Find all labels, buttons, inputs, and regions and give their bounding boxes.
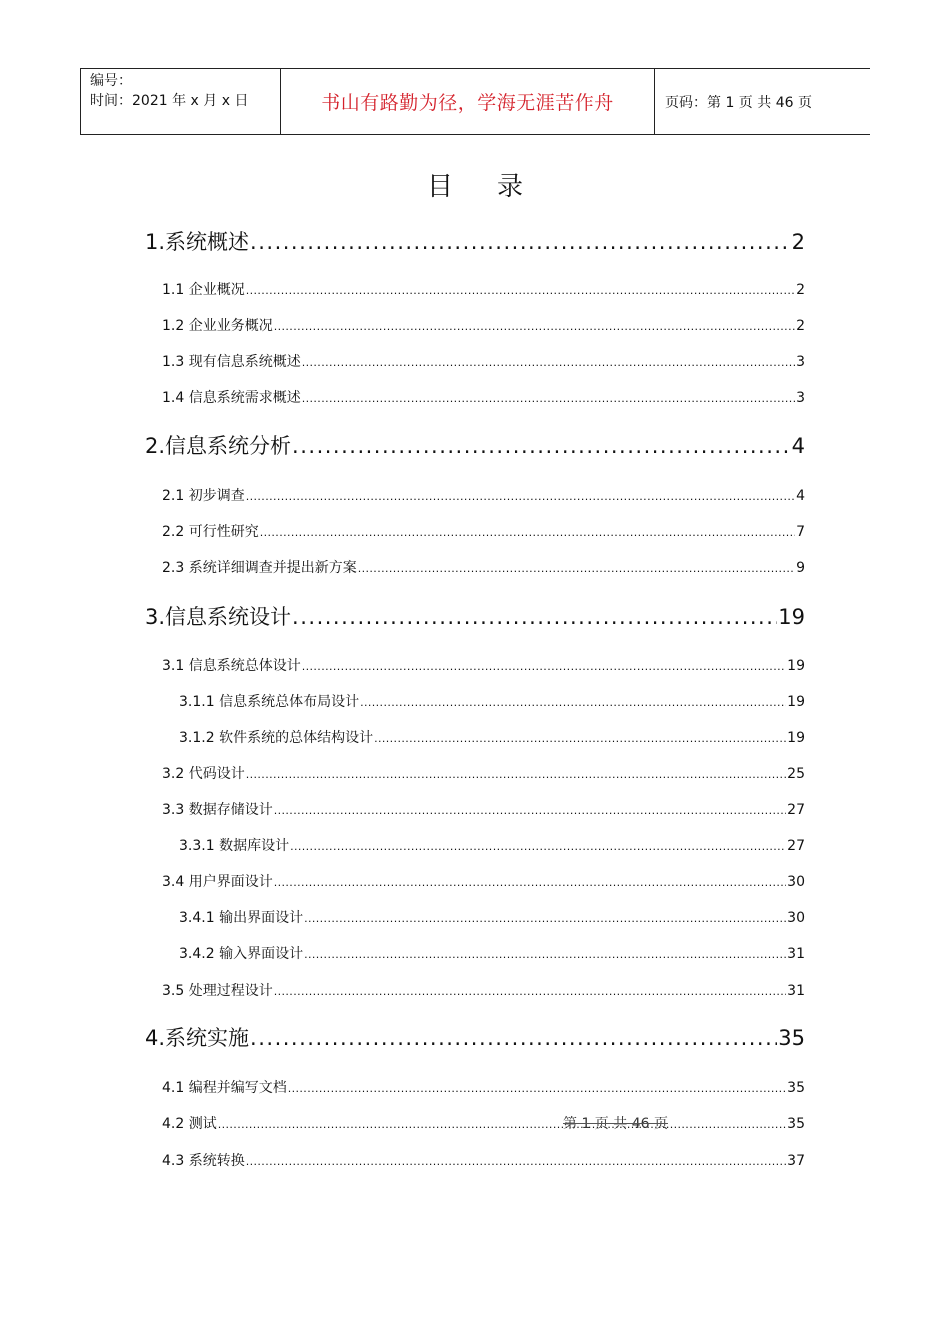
toc-entry-page: 7 (796, 524, 805, 540)
toc-leader (260, 526, 795, 539)
toc-entry-page: 3 (796, 354, 805, 370)
toc-entry-page: 30 (787, 910, 805, 926)
toc-entry-label: 4.系统实施 (145, 1026, 250, 1050)
toc-entry[interactable] (179, 691, 805, 713)
toc-entry-label: 1.1 企业概况 (162, 282, 245, 298)
toc-leader (360, 696, 786, 709)
toc-leader (250, 230, 791, 254)
toc-entry-label: 3.信息系统设计 (145, 605, 292, 629)
toc-entry-label: 3.4.2 输入界面设计 (179, 946, 304, 962)
toc-entry[interactable] (179, 835, 805, 857)
toc-entry-page: 35 (787, 1116, 805, 1132)
toc-entry-page: 19 (778, 605, 805, 629)
header-meta (81, 69, 281, 134)
toc-entry-label: 1.系统概述 (145, 230, 250, 254)
toc-entry[interactable] (162, 557, 805, 579)
toc-entry-label: 3.2 代码设计 (162, 766, 245, 782)
toc-entry[interactable] (162, 1077, 805, 1099)
toc-entry-label: 2.3 系统详细调查并提出新方案 (162, 560, 357, 576)
toc-leader (302, 392, 795, 405)
page-footer: 第 1 页 共 46 页 (563, 1116, 668, 1132)
toc-entry-page: 35 (787, 1080, 805, 1096)
header-motto: 书山有路勤为径，学海无涯苦作舟 (281, 69, 655, 134)
toc-leader (274, 985, 786, 998)
page-header (80, 68, 870, 135)
toc-entry-page: 2 (796, 282, 805, 298)
toc-entry-page: 35 (778, 1026, 805, 1050)
toc-leader (302, 356, 795, 369)
toc-entry[interactable] (162, 279, 805, 301)
toc-leader (358, 562, 795, 575)
toc-entry-label: 4.3 系统转换 (162, 1153, 245, 1169)
toc-entry-label: 4.2 测试 (162, 1116, 217, 1132)
toc-entry-label: 2.2 可行性研究 (162, 524, 259, 540)
toc-entry[interactable] (162, 521, 805, 543)
toc-entry[interactable] (145, 601, 805, 631)
toc-entry-label: 1.3 现有信息系统概述 (162, 354, 301, 370)
page-title: 目录 (426, 172, 567, 202)
toc-entry[interactable] (145, 1022, 805, 1052)
toc-entry-page: 27 (787, 838, 805, 854)
toc-entry-page: 4 (791, 434, 805, 458)
toc-entry[interactable] (162, 799, 805, 821)
toc-leader (374, 732, 786, 745)
toc-entry[interactable] (162, 763, 805, 785)
toc-entry-page: 27 (787, 802, 805, 818)
toc-entry-label: 2.信息系统分析 (145, 434, 292, 458)
toc-entry-page: 19 (787, 658, 805, 674)
toc-entry[interactable] (162, 315, 805, 337)
toc-entry-page: 9 (796, 560, 805, 576)
toc-entry[interactable] (162, 485, 805, 507)
toc-leader (292, 605, 777, 629)
toc-entry[interactable] (162, 980, 805, 1002)
toc-entry-page: 4 (796, 488, 805, 504)
document-number: 编号： (90, 73, 132, 89)
toc-entry[interactable] (162, 871, 805, 893)
toc-entry-label: 3.5 处理过程设计 (162, 983, 273, 999)
toc-entry[interactable] (162, 1113, 805, 1135)
toc-leader (246, 1155, 786, 1168)
toc-entry-label: 3.4 用户界面设计 (162, 874, 273, 890)
toc-leader (246, 490, 795, 503)
toc-entry-label: 3.3.1 数据库设计 (179, 838, 290, 854)
toc-entry[interactable] (145, 226, 805, 256)
toc-entry[interactable] (162, 387, 805, 409)
toc-entry[interactable] (162, 655, 805, 677)
toc-leader (290, 840, 786, 853)
toc-entry-page: 2 (791, 230, 805, 254)
toc-leader (302, 660, 786, 673)
toc-entry[interactable] (179, 727, 805, 749)
toc-entry-page: 19 (787, 694, 805, 710)
toc-leader (274, 876, 786, 889)
toc-leader (218, 1118, 786, 1131)
toc-entry-page: 30 (787, 874, 805, 890)
toc-entry-label: 3.1 信息系统总体设计 (162, 658, 301, 674)
toc-entry-label: 1.2 企业业务概况 (162, 318, 273, 334)
toc-entry-label: 4.1 编程并编写文档 (162, 1080, 287, 1096)
toc-entry[interactable] (179, 907, 805, 929)
toc-entry-label: 3.4.1 输出界面设计 (179, 910, 304, 926)
toc-entry-page: 31 (787, 946, 805, 962)
toc-entry[interactable] (145, 430, 805, 460)
toc-entry-page: 2 (796, 318, 805, 334)
toc-entry-label: 3.1.2 软件系统的总体结构设计 (179, 730, 374, 746)
toc-leader (250, 1026, 777, 1050)
toc-leader (292, 434, 791, 458)
toc-entry-label: 2.1 初步调查 (162, 488, 245, 504)
document-date: 时间：2021 年 x 月 x 日 (90, 93, 249, 109)
toc-leader (304, 912, 786, 925)
toc-entry-page: 3 (796, 390, 805, 406)
toc-leader (274, 320, 795, 333)
toc-entry[interactable] (179, 943, 805, 965)
toc-entry[interactable] (162, 1150, 805, 1172)
toc-leader (274, 804, 786, 817)
toc-leader (246, 284, 795, 297)
toc-leader (246, 768, 786, 781)
toc-leader (304, 948, 786, 961)
toc-entry-page: 25 (787, 766, 805, 782)
toc-leader (288, 1082, 786, 1095)
toc-entry[interactable] (162, 351, 805, 373)
toc-entry-label: 1.4 信息系统需求概述 (162, 390, 301, 406)
header-page-info: 页码：第 1 页 共 46 页 (665, 94, 812, 111)
toc-entry-page: 31 (787, 983, 805, 999)
toc-entry-label: 3.1.1 信息系统总体布局设计 (179, 694, 360, 710)
toc-entry-page: 19 (787, 730, 805, 746)
toc-entry-page: 37 (787, 1153, 805, 1169)
toc-entry-label: 3.3 数据存储设计 (162, 802, 273, 818)
